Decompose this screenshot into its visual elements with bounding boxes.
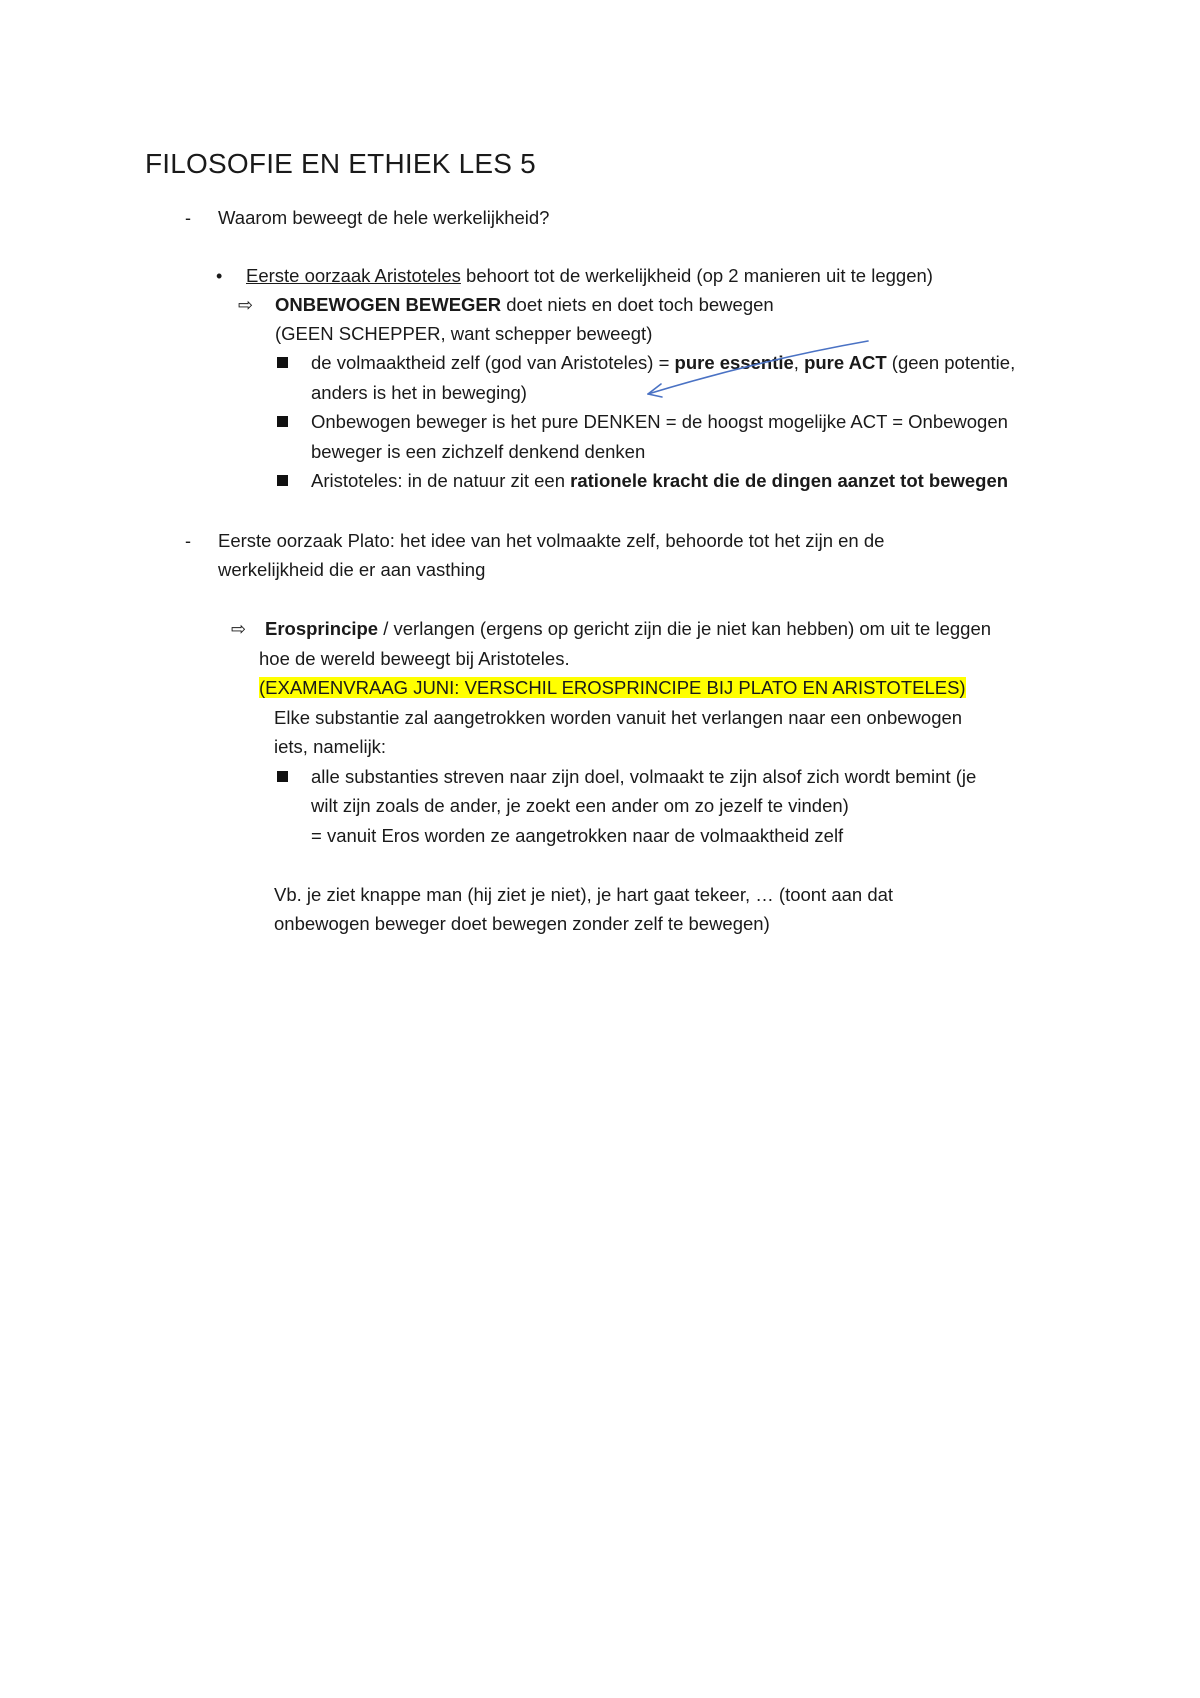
aristoteles-natuur: Aristoteles: in de natuur zit een bbox=[311, 470, 571, 491]
eerste-oorzaak-rest: behoort tot de werkelijkheid (op 2 manieren uit te leggen) bbox=[460, 265, 933, 286]
pure-denken-line: Onbewogen beweger is het pure DENKEN = de hoogst mogelijke ACT = Onbewogen bbox=[311, 411, 1008, 432]
comma: , bbox=[793, 352, 805, 373]
bullet-marker: • bbox=[216, 266, 223, 286]
examenvraag-highlight: (EXAMENVRAAG JUNI: VERSCHIL EROSPRINCIPE BIJ PLATO EN ARISTOTELES) bbox=[259, 677, 966, 698]
geen-schepper-line: (GEEN SCHEPPER, want schepper beweegt) bbox=[275, 323, 653, 344]
square-bullet-icon bbox=[277, 475, 288, 486]
erosprincipe-line bbox=[265, 620, 991, 639]
vanuit-eros-line: = vanuit Eros worden ze aangetrokken naar de volmaaktheid zelf bbox=[311, 825, 844, 846]
onbewogen-beweger-line bbox=[275, 296, 774, 315]
eerste-oorzaak-aristoteles-line bbox=[246, 267, 933, 286]
werkelijkheid-line: werkelijkheid die er aan vasthing bbox=[218, 559, 486, 580]
alle-substanties-line: alle substanties streven naar zijn doel, volmaakt te zijn alsof zich wordt bemint (je bbox=[311, 766, 977, 787]
pure-essentie: pure essentie bbox=[674, 352, 794, 373]
volmaaktheid-line bbox=[311, 354, 1015, 373]
dash-marker: - bbox=[185, 208, 191, 228]
rationele-kracht-line bbox=[311, 472, 1008, 491]
square-bullet-icon bbox=[277, 771, 288, 782]
pure-act: pure ACT bbox=[804, 352, 887, 373]
volmaaktheid-text: de volmaaktheid zelf (god van Aristoteles) = bbox=[311, 352, 675, 373]
hoe-de-wereld-line: hoe de wereld beweegt bij Aristoteles. bbox=[259, 648, 570, 669]
arrow-marker: ⇨ bbox=[238, 295, 254, 315]
onbewogen-beweger-bold: ONBEWOGEN BEWEGER bbox=[275, 294, 502, 315]
square-bullet-icon bbox=[277, 416, 288, 427]
erosprincipe-rest: / verlangen (ergens op gericht zijn die je niet kan hebben) om uit te leggen bbox=[378, 618, 992, 639]
zichzelf-denkend-line: beweger is een zichzelf denkend denken bbox=[311, 441, 646, 462]
eerste-oorzaak-underlined: Eerste oorzaak Aristoteles bbox=[246, 265, 461, 286]
eerste-oorzaak-plato-line: Eerste oorzaak Plato: het idee van het volmaakte zelf, behoorde tot het zijn en de bbox=[218, 530, 885, 551]
elke-substantie-line: Elke substantie zal aangetrokken worden vanuit het verlangen naar een onbewogen bbox=[274, 707, 963, 728]
dash-marker: - bbox=[185, 531, 191, 551]
square-bullet-icon bbox=[277, 357, 288, 368]
geen-potentie: (geen potentie, bbox=[886, 352, 1016, 373]
anders-line: anders is het in beweging) bbox=[311, 382, 527, 403]
erosprincipe-bold: Erosprincipe bbox=[265, 618, 379, 639]
voorbeeld-line-2: onbewogen beweger doet bewegen zonder zelf te bewegen) bbox=[274, 913, 770, 934]
arrow-marker: ⇨ bbox=[231, 619, 247, 639]
namelijk-line: iets, namelijk: bbox=[274, 736, 387, 757]
wilt-zijn-line: wilt zijn zoals de ander, je zoekt een ander om zo jezelf te vinden) bbox=[311, 795, 849, 816]
examenvraag-line bbox=[259, 679, 966, 698]
question-line: Waarom beweegt de hele werkelijkheid? bbox=[218, 207, 550, 228]
page-title: FILOSOFIE EN ETHIEK LES 5 bbox=[145, 148, 536, 179]
voorbeeld-line: Vb. je ziet knappe man (hij ziet je niet), je hart gaat tekeer, … (toont aan dat bbox=[274, 884, 894, 905]
rationele-kracht-bold: rationele kracht die de dingen aanzet tot bewegen bbox=[570, 470, 1009, 491]
onbewogen-beweger-rest: doet niets en doet toch bewegen bbox=[501, 294, 774, 315]
